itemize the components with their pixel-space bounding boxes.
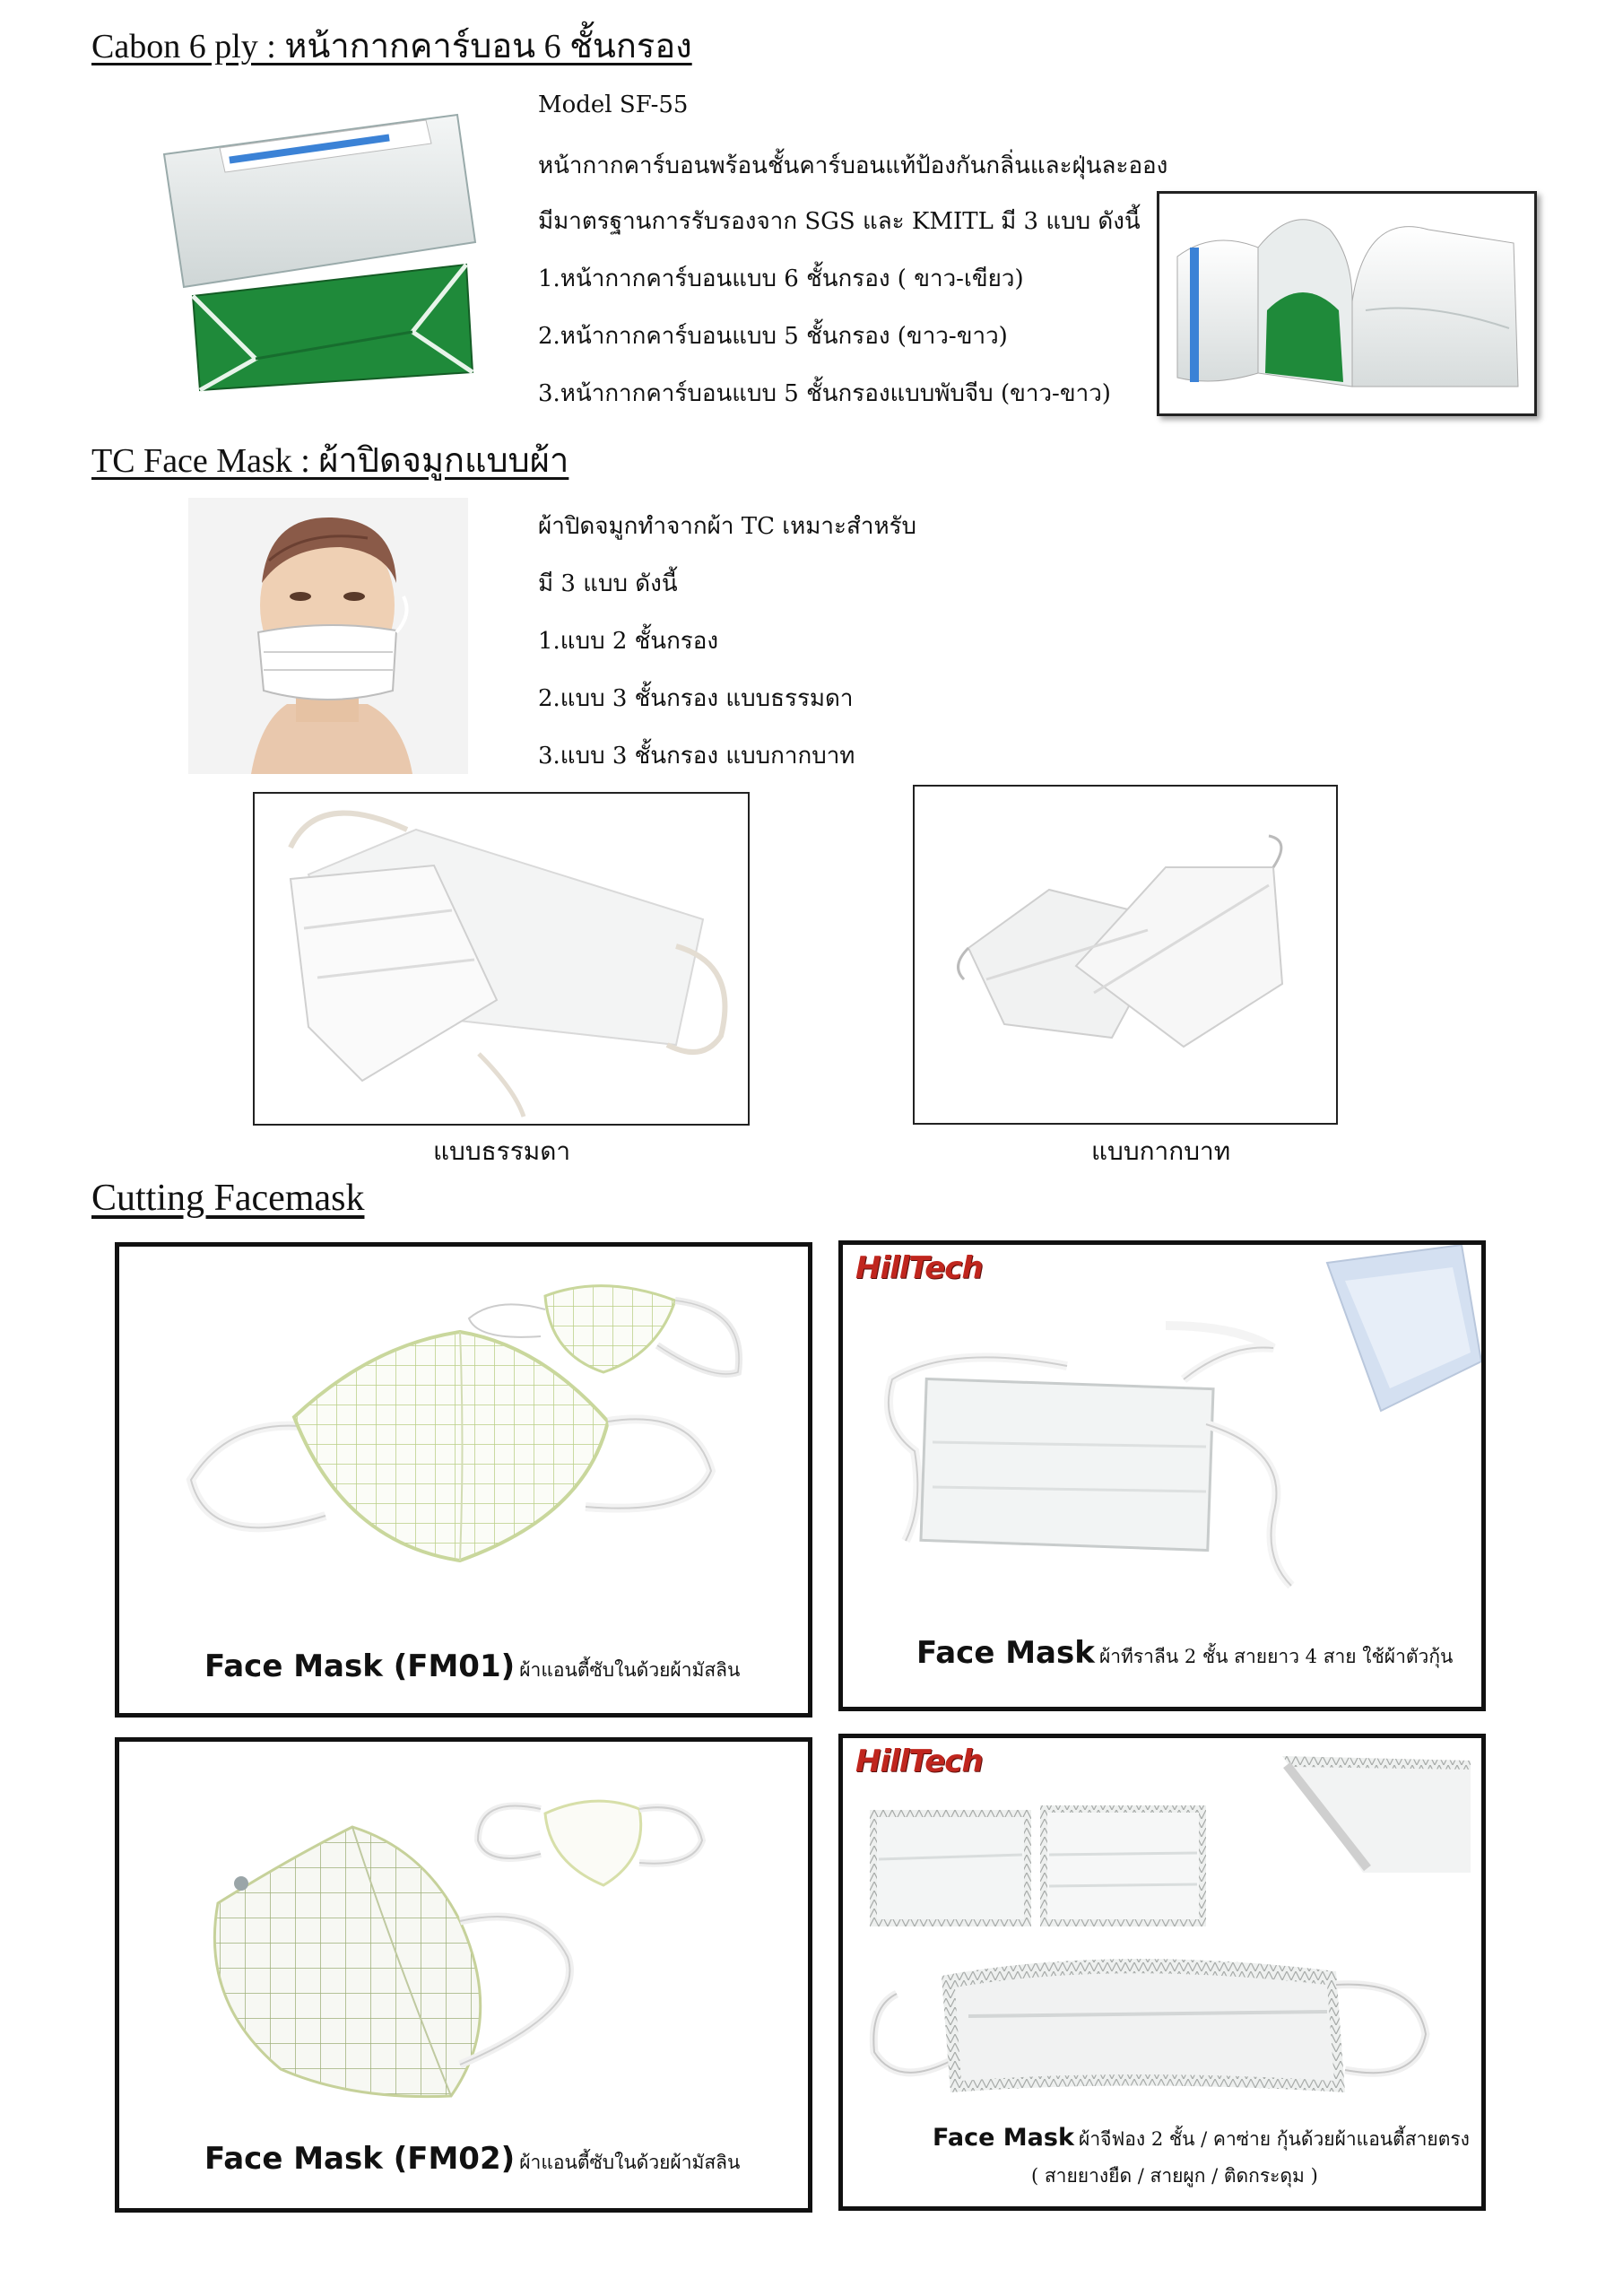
panel4-label-thai: ผ้าจีฟอง 2 ชั้น / คาซ่าย กุ้นด้วยผ้าแอนตี้สายตรง (1079, 2128, 1470, 2150)
panel2-label-thai: ผ้าทีราลีน 2 ชั้น สายยาว 4 สาย ใช้ผ้าตัวกุ้น (1098, 1646, 1454, 1667)
tc-cross-mask-photo (913, 785, 1338, 1125)
tc-line-1: ผ้าปิดจมูกทำจากผ้า TC เหมาะสำหรับ (538, 513, 917, 540)
fm01-label (204, 1648, 740, 1685)
tc-line-3: 1.แบบ 2 ชั้นกรอง (538, 628, 719, 655)
panel2-label-bold: Face Mask (916, 1635, 1095, 1671)
panel4-sublabel: ( สายยางยืด / สายผูก / ติดกระดุม ) (1031, 2165, 1318, 2187)
fm02-panel (115, 1737, 812, 2213)
hilltech-panel-1 (838, 1240, 1486, 1711)
hilltech-logo-2: HillTech (855, 1744, 983, 1779)
carbon-line-3: 1.หน้ากากคาร์บอนแบบ 6 ชั้นกรอง ( ขาว-เขียว) (538, 265, 1024, 292)
tc-line-2: มี 3 แบบ ดังนี้ (538, 570, 678, 597)
tc-plain-mask-photo (253, 792, 750, 1126)
carbon-line-1: หน้ากากคาร์บอนพร้อนชั้นคาร์บอนแท้ป้องกันกลิ่นและฝุ่นละออง (538, 152, 1168, 179)
carbon-line-2: มีมาตรฐานการรับรองจาก SGS และ KMITL มี 3 แบบ ดังนี้ (538, 208, 1141, 235)
tc-caption-plain: แบบธรรมดา (433, 1136, 571, 1166)
tc-caption-cross: แบบกากบาท (1091, 1136, 1231, 1166)
panel4-label (933, 2124, 1470, 2154)
carbon-line-5: 3.หน้ากากคาร์บอนแบบ 5 ชั้นกรองแบบพับจีบ (ขาว-ขาว) (538, 380, 1111, 407)
hilltech-panel-2 (838, 1734, 1486, 2211)
hilltech-logo: HillTech (855, 1250, 983, 1286)
carbon-model: Model SF-55 (538, 91, 689, 118)
cutting-section-title: Cutting Facemask (91, 1178, 365, 1219)
fm02-label (204, 2141, 740, 2178)
tc-mannequin-photo (188, 498, 468, 774)
tc-section-title: TC Face Mask : ผ้าปิดจมูกแบบผ้า (91, 442, 569, 480)
fm01-label-thai: ผ้าแอนตี้ซับในด้วยผ้ามัสลิน (519, 1659, 741, 1681)
panel4-label-bold: Face Mask (933, 2124, 1074, 2152)
fm02-label-bold: Face Mask (FM02) (204, 2141, 516, 2177)
tc-line-4: 2.แบบ 3 ชั้นกรอง แบบธรรมดา (538, 685, 854, 712)
carbon-folded-mask-photo (1157, 191, 1537, 416)
tc-line-5: 3.แบบ 3 ชั้นกรอง แบบกากบาท (538, 743, 855, 770)
carbon-line-4: 2.หน้ากากคาร์บอนแบบ 5 ชั้นกรอง (ขาว-ขาว) (538, 323, 1008, 350)
fm01-panel (115, 1242, 812, 1718)
fm01-label-bold: Face Mask (FM01) (204, 1648, 516, 1684)
panel2-label (916, 1635, 1453, 1672)
carbon-mask-photo (157, 108, 480, 404)
fm02-label-thai: ผ้าแอนตี้ซับในด้วยผ้ามัสลิน (519, 2152, 741, 2173)
carbon-section-title: Cabon 6 ply : หน้ากากคาร์บอน 6 ชั้นกรอง (91, 28, 692, 65)
